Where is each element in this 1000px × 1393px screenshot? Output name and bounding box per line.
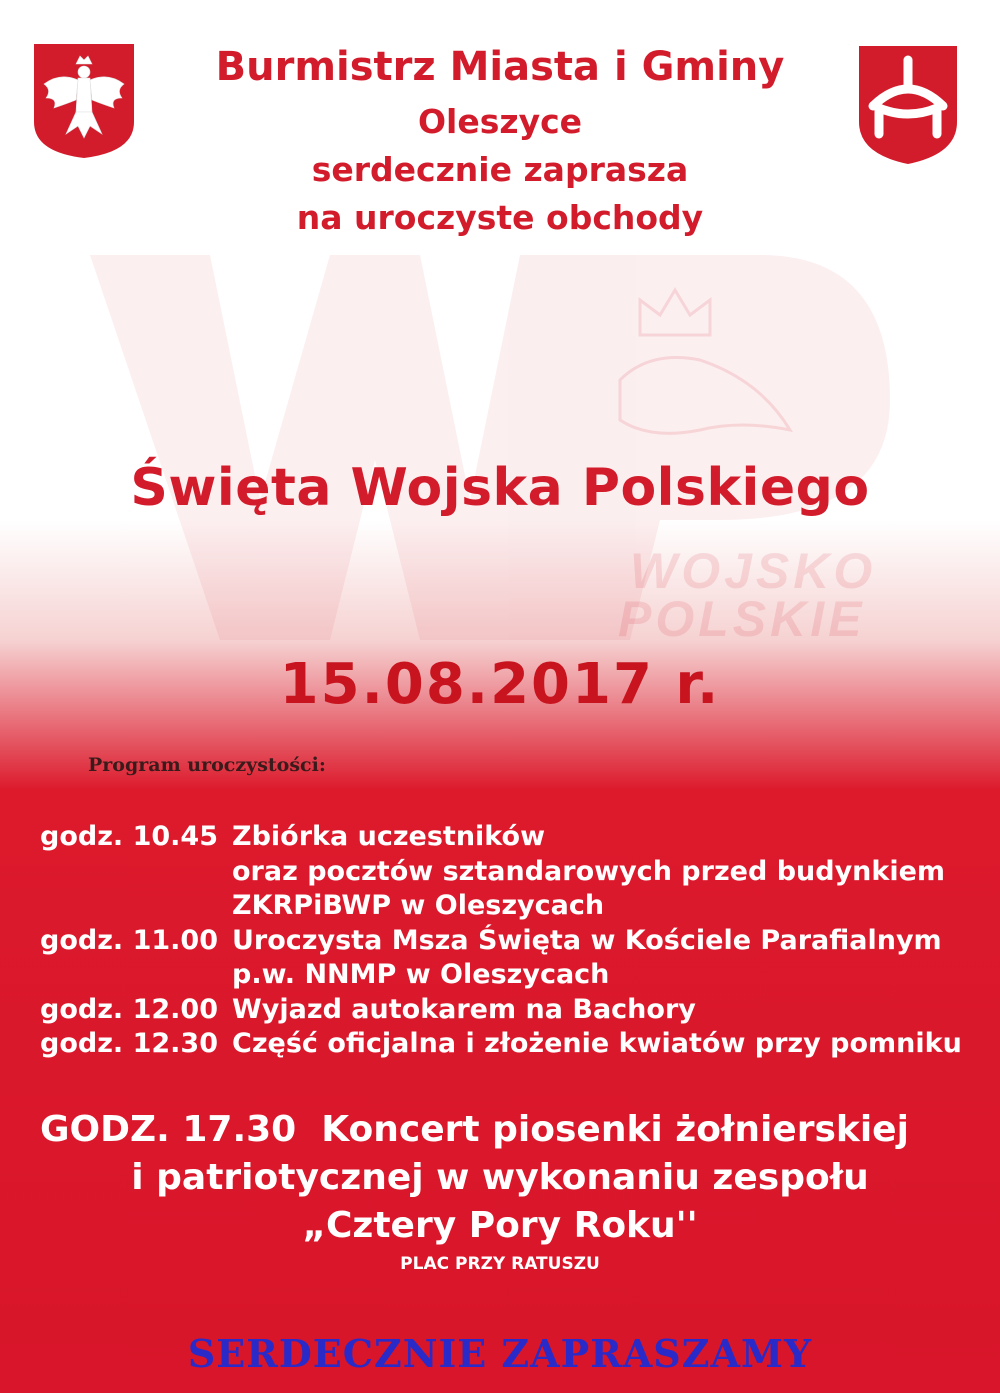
- schedule-item: [40, 820, 962, 855]
- header-line-3: serdecznie zaprasza: [311, 150, 689, 189]
- schedule-time: godz. 12.00: [40, 993, 218, 1025]
- schedule-text: Uroczysta Msza Święta w Kościele Parafialnym: [232, 924, 942, 956]
- schedule-text-continued: oraz pocztów sztandarowych przed budynkiem: [232, 855, 946, 887]
- schedule-item: [40, 993, 962, 1028]
- schedule-time: godz. 10.45: [40, 821, 218, 852]
- schedule-text-continued: ZKRPiBWP w Oleszycach: [232, 890, 605, 921]
- schedule-item: [40, 924, 962, 959]
- schedule-text: Zbiórka uczestników: [232, 821, 546, 852]
- program-schedule: [40, 820, 962, 1062]
- header-line-2: Oleszyce: [417, 102, 583, 141]
- header-line-1: Burmistrz Miasta i Gminy: [215, 44, 785, 90]
- footer-invitation: SERDECZNIE ZAPRASZAMY: [187, 1331, 813, 1376]
- event-date: 15.08.2017 r.: [279, 652, 721, 717]
- concert-line-2: i patriotycznej w wykonaniu zespołu: [131, 1157, 869, 1198]
- schedule-time: godz. 12.30: [40, 1028, 218, 1059]
- concert-announcement: [40, 1106, 960, 1250]
- concert-line-1: GODZ. 17.30 Koncert piosenki żołnierskiej: [40, 1109, 909, 1150]
- watermark-text-polskie: POLSKIE: [618, 591, 866, 647]
- schedule-time: godz. 11.00: [40, 924, 218, 956]
- schedule-item: [40, 1027, 962, 1062]
- concert-line-3: „Cztery Pory Roku'': [302, 1205, 698, 1246]
- concert-place: PLAC PRZY RATUSZU: [400, 1254, 600, 1274]
- schedule-text-continued: p.w. NNMP w Oleszycach: [232, 959, 610, 990]
- schedule-text: Wyjazd autokarem na Bachory: [232, 993, 696, 1025]
- schedule-text: Część oficjalna i złożenie kwiatów przy pomniku: [232, 1028, 962, 1059]
- watermark-text-wojsko: WOJSKO: [630, 543, 877, 599]
- program-label: Program uroczystości:: [88, 754, 326, 776]
- event-title: Święta Wojska Polskiego: [130, 458, 870, 518]
- header-line-4: na uroczyste obchody: [296, 198, 704, 237]
